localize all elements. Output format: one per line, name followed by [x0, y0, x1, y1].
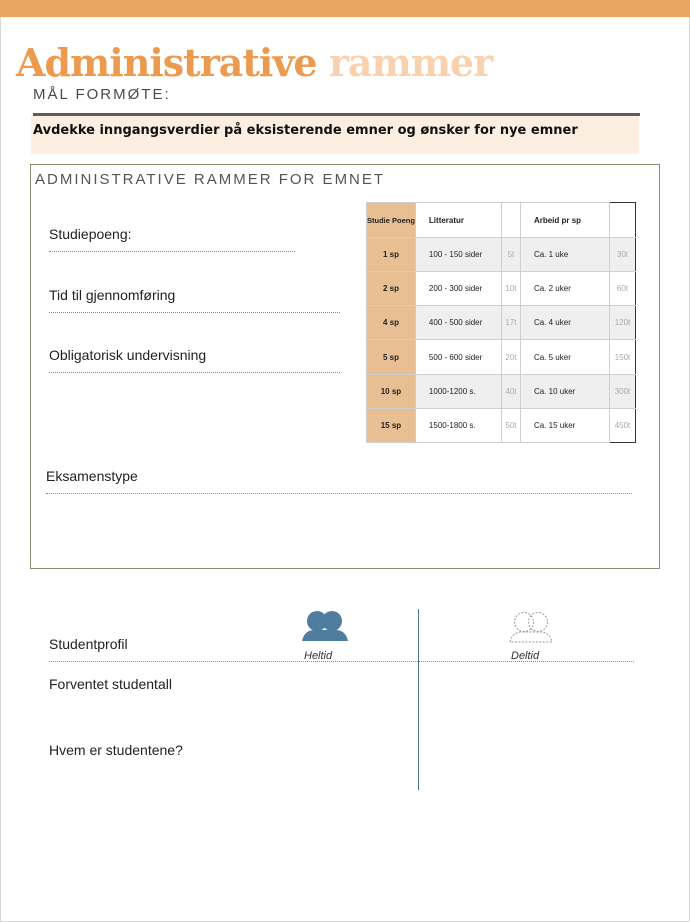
lit-hours-cell: 40t [501, 374, 520, 408]
header-arbeid: Arbeid pr sp [520, 203, 609, 238]
eksamen-label: Eksamenstype [46, 468, 138, 484]
sp-cell: 10 sp [367, 374, 416, 408]
lit-hours-cell: 20t [501, 340, 520, 374]
work-hours-cell: 60t [609, 272, 635, 306]
studentprofil-label: Studentprofil [49, 636, 128, 652]
work-cell: Ca. 1 uke [520, 238, 609, 272]
studiepoeng-label: Studiepoeng: [49, 226, 132, 242]
sp-cell: 4 sp [367, 306, 416, 340]
title-word-2: rammer [328, 40, 493, 85]
obligatorisk-field[interactable] [49, 372, 340, 373]
top-accent-bar [0, 0, 690, 17]
work-cell: Ca. 15 uker [520, 408, 609, 442]
deltid-people-icon[interactable] [507, 611, 555, 651]
goal-heading: MÅL FORMØTE: [33, 86, 171, 103]
lit-hours-cell: 5t [501, 238, 520, 272]
column-divider [418, 609, 419, 790]
work-hours-cell: 300t [609, 374, 635, 408]
studentprofil-field[interactable] [49, 661, 634, 662]
table-row [367, 340, 636, 374]
work-cell: Ca. 4 uker [520, 306, 609, 340]
table-row [367, 408, 636, 442]
sp-cell: 15 sp [367, 408, 416, 442]
sp-cell: 5 sp [367, 340, 416, 374]
page-title [16, 40, 492, 85]
lit-hours-cell: 17t [501, 306, 520, 340]
table-row [367, 374, 636, 408]
studentantall-label: Forventet studentall [49, 676, 172, 692]
tid-field[interactable] [49, 312, 340, 313]
studiepoeng-table [366, 202, 636, 443]
deltid-caption: Deltid [511, 650, 540, 662]
header-lit-hours [501, 203, 520, 238]
table-row [367, 306, 636, 340]
heltid-people-icon[interactable] [300, 609, 350, 649]
studiepoeng-field[interactable] [49, 251, 295, 252]
work-cell: Ca. 5 uker [520, 340, 609, 374]
header-litteratur: Litteratur [415, 203, 501, 238]
goal-text: Avdekke inngangsverdier på eksisterende emner og ønsker for nye emner [33, 123, 578, 138]
lit-hours-cell: 50t [501, 408, 520, 442]
lit-cell: 400 - 500 sider [415, 306, 501, 340]
work-hours-cell: 450t [609, 408, 635, 442]
obligatorisk-label: Obligatorisk undervisning [49, 347, 207, 363]
lit-cell: 1500-1800 s. [415, 408, 501, 442]
work-hours-cell: 120t [609, 306, 635, 340]
header-work-hours [609, 203, 635, 238]
hvem-label: Hvem er studentene? [49, 742, 183, 758]
work-cell: Ca. 2 uker [520, 272, 609, 306]
lit-cell: 200 - 300 sider [415, 272, 501, 306]
tid-label: Tid til gjennomføring [49, 287, 176, 303]
lit-hours-cell: 10t [501, 272, 520, 306]
work-hours-cell: 30t [609, 238, 635, 272]
table-row [367, 238, 636, 272]
work-cell: Ca. 10 uker [520, 374, 609, 408]
title-word-1: Administrative [16, 40, 317, 85]
lit-cell: 1000-1200 s. [415, 374, 501, 408]
lit-cell: 500 - 600 sider [415, 340, 501, 374]
table-row [367, 272, 636, 306]
work-hours-cell: 150t [609, 340, 635, 374]
eksamen-field[interactable] [46, 493, 632, 494]
heltid-caption: Heltid [304, 650, 333, 662]
lit-cell: 100 - 150 sider [415, 238, 501, 272]
header-sp: Studie Poeng [367, 203, 416, 238]
sp-cell: 2 sp [367, 272, 416, 306]
table-header-row [367, 203, 636, 238]
sp-cell: 1 sp [367, 238, 416, 272]
frame-title: ADMINISTRATIVE RAMMER FOR EMNET [35, 171, 386, 188]
